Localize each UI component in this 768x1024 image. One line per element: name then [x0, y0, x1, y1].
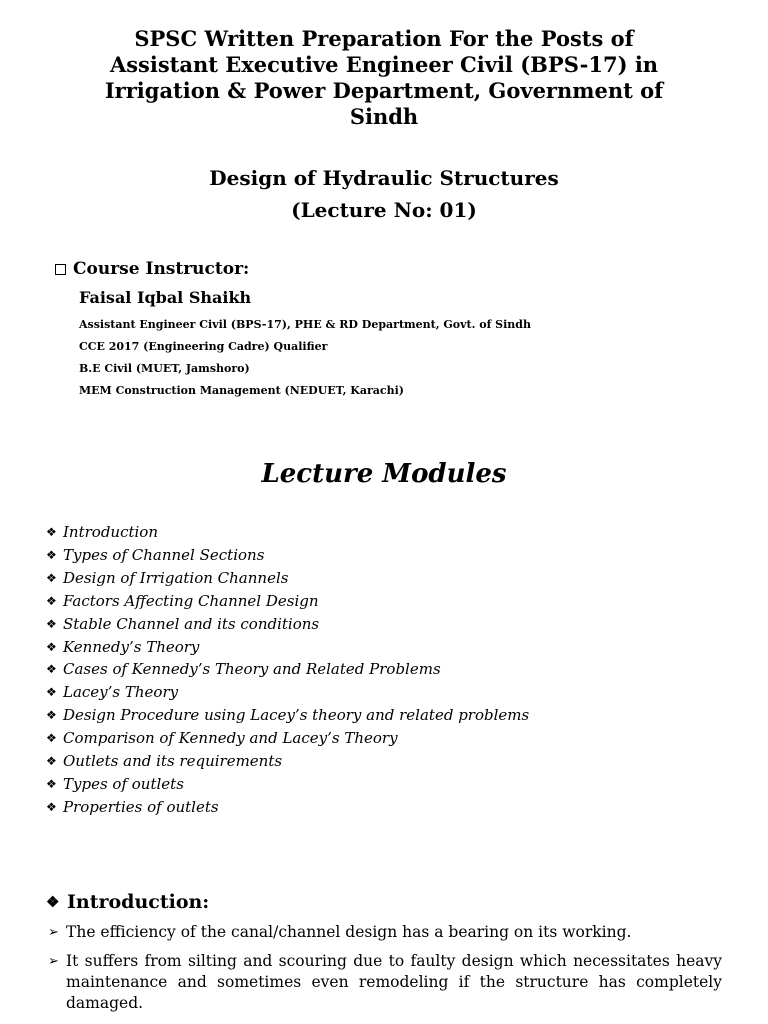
diamond-bullet-icon: ❖: [46, 525, 57, 539]
module-item: [46, 796, 529, 819]
modules-list: [46, 521, 529, 819]
diamond-bullet-icon: ❖: [46, 570, 57, 585]
introduction-points: [48, 922, 722, 1022]
checkbox-bullet-icon: [55, 264, 66, 275]
title-line: Sindh: [349, 104, 419, 129]
instructor-section: [55, 256, 531, 402]
module-item: [46, 590, 529, 613]
module-label: Design of Irrigation Channels: [63, 568, 289, 587]
module-label: Design Procedure using Lacey’s theory and related problems: [63, 706, 530, 725]
module-item: [46, 681, 529, 704]
credential-line: CCE 2017 (Engineering Cadre) Qualifier: [79, 340, 328, 353]
diamond-bullet-icon: ❖: [46, 616, 57, 631]
arrow-bullet-icon: ➢: [48, 925, 59, 940]
credential-line: MEM Construction Management (NEDUET, Karachi): [79, 384, 404, 397]
module-item: [46, 750, 529, 773]
module-item: [46, 727, 529, 750]
module-label: Cases of Kennedy’s Theory and Related Problems: [63, 660, 441, 679]
diamond-bullet-icon: ❖: [46, 593, 57, 608]
module-item: [46, 658, 529, 681]
instructor-credentials: [79, 314, 531, 402]
diamond-bullet-icon: ❖: [46, 639, 57, 654]
document-title: [0, 26, 768, 130]
introduction-point: [48, 922, 722, 943]
credential-line: Assistant Engineer Civil (BPS-17), PHE & RD Department, Govt. of Sindh: [79, 318, 531, 331]
module-item: [46, 613, 529, 636]
diamond-bullet-icon: ❖: [46, 893, 60, 911]
diamond-bullet-icon: ❖: [46, 662, 57, 677]
module-item: [46, 544, 529, 567]
point-text: It suffers from silting and scouring due to faulty design which necessitates heavy maintenance and sometimes even remodeling if the structure has completely damaged.: [66, 952, 722, 1012]
module-label: Lacey’s Theory: [63, 683, 179, 702]
module-label: Factors Affecting Channel Design: [63, 591, 319, 610]
module-label: Stable Channel and its conditions: [63, 614, 320, 633]
module-label: Properties of outlets: [63, 797, 219, 816]
module-label: Types of Channel Sections: [63, 545, 265, 564]
point-text: The efficiency of the canal/channel design has a bearing on its working.: [66, 923, 632, 941]
introduction-heading-text: Introduction:: [67, 891, 210, 913]
module-item: [46, 521, 529, 544]
subject-title: Design of Hydraulic Structures: [209, 166, 559, 190]
credential-line: B.E Civil (MUET, Jamshoro): [79, 362, 250, 375]
instructor-heading-text: Course Instructor:: [73, 259, 250, 279]
title-line: SPSC Written Preparation For the Posts of: [134, 26, 634, 51]
instructor-name: Faisal Iqbal Shaikh: [79, 288, 252, 307]
module-item: [46, 636, 529, 659]
diamond-bullet-icon: ❖: [46, 708, 57, 723]
diamond-bullet-icon: ❖: [46, 776, 57, 791]
modules-heading: Lecture Modules: [261, 459, 507, 489]
module-item: [46, 773, 529, 796]
diamond-bullet-icon: ❖: [46, 547, 57, 562]
diamond-bullet-icon: ❖: [46, 685, 57, 700]
introduction-point: [48, 951, 722, 1014]
module-item: [46, 567, 529, 590]
subject-block: [0, 162, 768, 226]
arrow-bullet-icon: ➢: [48, 954, 59, 969]
diamond-bullet-icon: ❖: [46, 799, 57, 814]
module-label: Types of outlets: [63, 774, 184, 793]
module-item: [46, 704, 529, 727]
module-label: Introduction: [63, 523, 158, 541]
diamond-bullet-icon: ❖: [46, 731, 57, 746]
diamond-bullet-icon: ❖: [46, 754, 57, 769]
module-label: Comparison of Kennedy and Lacey’s Theory: [63, 729, 398, 748]
module-label: Outlets and its requirements: [63, 752, 283, 771]
module-label: Kennedy’s Theory: [63, 637, 200, 656]
lecture-number: (Lecture No: 01): [291, 198, 477, 222]
introduction-heading: [46, 888, 209, 916]
title-line: Assistant Executive Engineer Civil (BPS-17) in: [109, 52, 659, 77]
instructor-heading: [55, 256, 531, 282]
title-line: Irrigation & Power Department, Government of: [104, 78, 664, 103]
